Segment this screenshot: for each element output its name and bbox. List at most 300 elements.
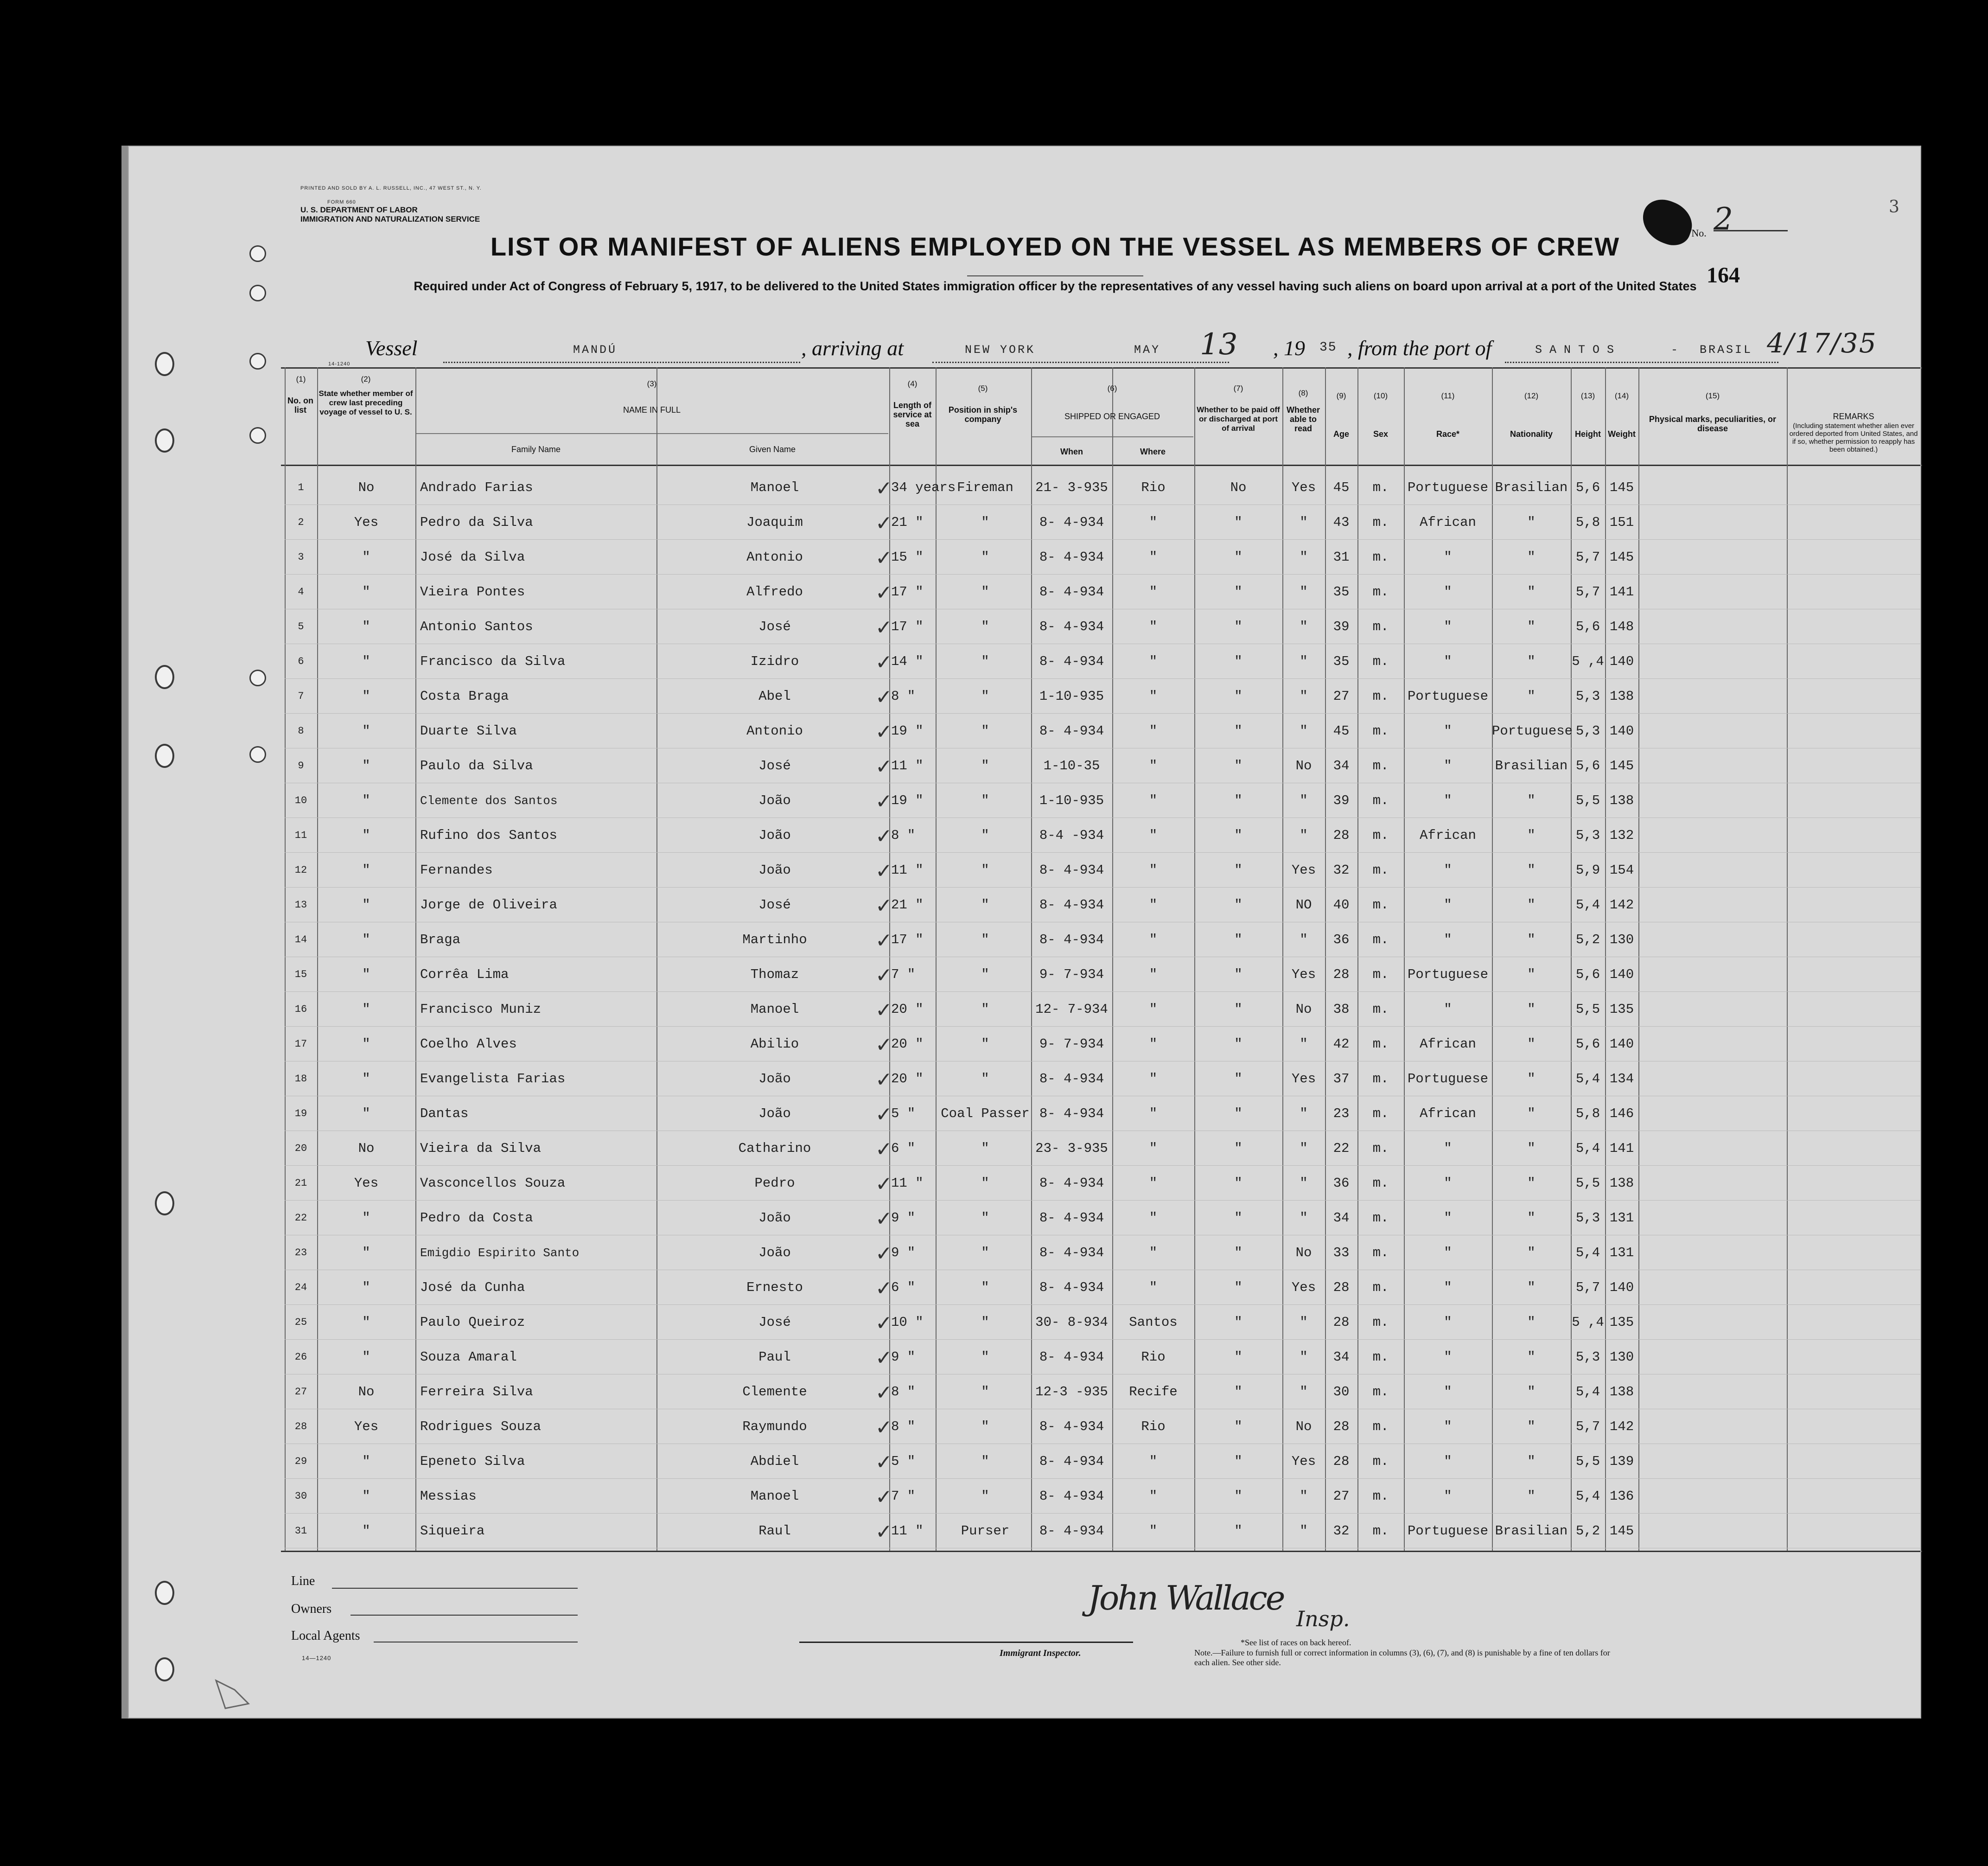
from-port-label: , from the port of	[1347, 336, 1492, 360]
checkmark-icon: ✓	[875, 581, 892, 605]
cell-position: "	[981, 550, 989, 565]
cell-age: 34	[1333, 1349, 1350, 1365]
cell-where: "	[1149, 897, 1158, 913]
vessel-underline	[443, 362, 800, 363]
table-row	[128, 922, 1921, 958]
binder-hole	[155, 1191, 174, 1215]
binder-hole	[155, 1581, 174, 1605]
cell-sex: m.	[1372, 1176, 1389, 1191]
checkmark-icon: ✓	[875, 824, 892, 848]
cell-position: Coal Passer	[941, 1106, 1030, 1121]
publisher-line: PRINTED AND SOLD BY A. L. RUSSELL, INC., 47 WEST ST., N. Y.	[300, 185, 482, 191]
checkmark-icon: ✓	[875, 1103, 892, 1126]
cell-read: "	[1300, 793, 1308, 808]
cell-n: 23	[294, 1247, 307, 1259]
cell-age: 31	[1333, 550, 1350, 565]
cell-ht: 5,7	[1575, 584, 1600, 600]
cell-position: "	[981, 1245, 989, 1260]
cell-where: "	[1149, 758, 1158, 773]
header-length-of-service: Length of service at sea	[893, 401, 932, 428]
cell-age: 43	[1333, 515, 1350, 530]
cell-race: Portuguese	[1407, 480, 1489, 495]
cell-race: "	[1444, 1419, 1452, 1434]
col-num-13: (13)	[1580, 391, 1595, 400]
col-num-11: (11)	[1441, 391, 1455, 400]
cell-sex: m.	[1372, 1071, 1389, 1086]
cell-prev: Yes	[354, 1419, 379, 1434]
table-row	[128, 1061, 1921, 1097]
cell-sex: m.	[1372, 584, 1389, 600]
col-num-10: (10)	[1373, 391, 1388, 400]
cell-position: "	[981, 967, 989, 982]
cell-where: "	[1149, 1071, 1158, 1086]
cell-service: 5 "	[891, 1106, 916, 1121]
cell-position: "	[981, 1280, 989, 1295]
cell-family: Antonio Santos	[420, 619, 533, 634]
cell-race: "	[1444, 619, 1452, 634]
cell-family: Costa Braga	[420, 689, 509, 704]
cell-age: 28	[1333, 828, 1350, 843]
header-weight: Weight	[1608, 429, 1636, 439]
cell-wt: 151	[1609, 515, 1634, 530]
cell-read: No	[1295, 1002, 1312, 1017]
cell-wt: 138	[1609, 1176, 1634, 1191]
cell-ht: 5,9	[1575, 863, 1600, 878]
cell-given: José	[758, 897, 791, 913]
cell-nat: "	[1527, 1210, 1536, 1226]
checkmark-icon: ✓	[875, 651, 892, 674]
cell-wt: 141	[1609, 1141, 1634, 1156]
cell-where: "	[1149, 515, 1158, 530]
binder-hole	[155, 665, 174, 689]
checkmark-icon: ✓	[875, 720, 892, 744]
cell-when: 9- 7-934	[1039, 1036, 1104, 1052]
cell-n: 5	[298, 621, 304, 633]
cell-sex: m.	[1372, 1349, 1389, 1365]
checkmark-icon: ✓	[875, 964, 892, 987]
cell-nat: Brasilian	[1495, 758, 1568, 773]
cell-race: "	[1444, 1349, 1452, 1365]
table-bottom-rule	[281, 1551, 1922, 1552]
cell-sex: m.	[1372, 1210, 1389, 1226]
cell-where: "	[1149, 793, 1158, 808]
cell-sex: m.	[1372, 863, 1389, 878]
cell-when: 8- 4-934	[1039, 863, 1104, 878]
binder-hole	[249, 427, 266, 444]
cell-race: African	[1420, 1036, 1476, 1052]
inspector-signature-rule	[799, 1642, 1133, 1643]
cell-read: "	[1300, 1036, 1308, 1052]
cell-paid: "	[1234, 1176, 1242, 1191]
cell-nat: "	[1527, 584, 1536, 600]
cell-nat: "	[1527, 654, 1536, 669]
table-row	[128, 1514, 1921, 1549]
cell-age: 27	[1333, 1489, 1350, 1504]
cell-given: Martinho	[742, 932, 807, 947]
row-rule	[285, 1026, 1921, 1027]
cell-position: Fireman	[957, 480, 1013, 495]
cell-prev: "	[362, 1036, 370, 1052]
cell-family: José da Silva	[420, 550, 525, 565]
cell-when: 8- 4-934	[1039, 619, 1104, 634]
cell-prev: No	[358, 480, 375, 495]
cell-paid: "	[1234, 1210, 1242, 1226]
cell-when: 8- 4-934	[1039, 584, 1104, 600]
cell-read: "	[1300, 550, 1308, 565]
cell-read: "	[1300, 1384, 1308, 1400]
cell-service: 20 "	[891, 1036, 924, 1052]
cell-given: José	[758, 619, 791, 634]
binder-hole	[249, 353, 266, 370]
cell-race: Portuguese	[1407, 1071, 1489, 1086]
binder-hole	[249, 285, 266, 301]
column-rule	[1112, 367, 1113, 1552]
cell-read: "	[1300, 1315, 1308, 1330]
cell-ht: 5,6	[1575, 480, 1600, 495]
cell-age: 22	[1333, 1141, 1350, 1156]
header-remarks: REMARKS	[1833, 412, 1874, 421]
cell-family: Paulo Queiroz	[420, 1315, 525, 1330]
cell-nat: "	[1527, 863, 1536, 878]
cell-age: 45	[1333, 480, 1350, 495]
cell-n: 2	[298, 517, 304, 528]
cell-when: 12-3 -935	[1035, 1384, 1108, 1400]
cell-wt: 138	[1609, 793, 1634, 808]
cell-prev: No	[358, 1141, 375, 1156]
cell-when: 12- 7-934	[1035, 1002, 1108, 1017]
cell-race: "	[1444, 1384, 1452, 1400]
table-row	[128, 1235, 1921, 1271]
cell-read: NO	[1295, 897, 1312, 913]
header-previous-voyage: State whether member of crew last preceding voyage of vessel to U. S.	[319, 389, 413, 416]
cell-given: Izidro	[750, 654, 799, 669]
cell-paid: "	[1234, 1036, 1242, 1052]
cell-read: Yes	[1291, 1280, 1316, 1295]
table-row	[128, 1270, 1921, 1305]
cell-nat: "	[1527, 1315, 1536, 1330]
cell-where: "	[1149, 654, 1158, 669]
departure-port: SANTOS	[1535, 343, 1622, 357]
cell-race: African	[1420, 1106, 1476, 1121]
cell-n: 16	[294, 1003, 307, 1015]
cell-paid: "	[1234, 654, 1242, 669]
checkmark-icon: ✓	[875, 1451, 892, 1474]
departure-country: BRASIL	[1700, 343, 1753, 357]
header-given-name: Given Name	[749, 445, 796, 454]
inspector-label: Immigrant Inspector.	[1000, 1648, 1081, 1658]
cell-wt: 140	[1609, 723, 1634, 739]
cell-position: "	[981, 723, 989, 739]
cell-family: Souza Amaral	[420, 1349, 517, 1365]
cell-sex: m.	[1372, 1036, 1389, 1052]
cell-n: 20	[294, 1143, 307, 1154]
sheet-label: Sheet No.	[1666, 227, 1707, 239]
cell-given: José	[758, 758, 791, 773]
cell-position: "	[981, 1349, 989, 1365]
cell-nat: "	[1527, 1454, 1536, 1469]
cell-service: 7 "	[891, 1489, 916, 1504]
cell-age: 27	[1333, 689, 1350, 704]
cell-service: 9 "	[891, 1349, 916, 1365]
cell-paid: "	[1234, 1002, 1242, 1017]
owners-label: Owners	[291, 1602, 332, 1616]
cell-race: "	[1444, 1454, 1452, 1469]
cell-read: "	[1300, 689, 1308, 704]
cell-paid: "	[1234, 550, 1242, 565]
header-remarks-note: (Including statement whether alien ever ordered deported from United States, and if so, whether permission to reapply has been obtained.)	[1789, 422, 1918, 454]
cell-n: 28	[294, 1421, 307, 1432]
cell-n: 9	[298, 760, 304, 772]
cell-age: 42	[1333, 1036, 1350, 1052]
cell-service: 20 "	[891, 1071, 924, 1086]
header-shipped-or-engaged: SHIPPED OR ENGAGED	[1064, 412, 1160, 421]
cell-nat: "	[1527, 1176, 1536, 1191]
cell-prev: "	[362, 793, 370, 808]
cell-position: "	[981, 1454, 989, 1469]
cell-position: "	[981, 515, 989, 530]
cell-ht: 5,6	[1575, 758, 1600, 773]
cell-wt: 140	[1609, 1036, 1634, 1052]
column-rule	[1787, 367, 1788, 1552]
header-height: Height	[1575, 429, 1601, 439]
cell-age: 39	[1333, 619, 1350, 634]
footer-form-code: 14—1240	[302, 1655, 331, 1662]
cell-race: "	[1444, 1280, 1452, 1295]
arrival-year: 35	[1319, 340, 1337, 355]
cell-race: "	[1444, 1210, 1452, 1226]
cell-wt: 140	[1609, 967, 1634, 982]
manifest-title: LIST OR MANIFEST OF ALIENS EMPLOYED ON THE VESSEL AS MEMBERS OF CREW	[490, 232, 1620, 261]
cell-given: João	[758, 1071, 791, 1086]
row-rule	[285, 574, 1921, 575]
cell-when: 8- 4-934	[1039, 1419, 1104, 1434]
cell-family: Andrado Farias	[420, 480, 533, 495]
cell-when: 8- 4-934	[1039, 1489, 1104, 1504]
checkmark-icon: ✓	[875, 894, 892, 918]
cell-where: "	[1149, 1106, 1158, 1121]
checkmark-icon: ✓	[875, 1485, 892, 1509]
cell-read: "	[1300, 1106, 1308, 1121]
table-row	[128, 679, 1921, 714]
cell-sex: m.	[1372, 1280, 1389, 1295]
cell-paid: "	[1234, 515, 1242, 530]
cell-prev: "	[362, 1454, 370, 1469]
cell-read: No	[1295, 1419, 1312, 1434]
cell-nat: "	[1527, 932, 1536, 947]
cell-when: 1-10-935	[1039, 793, 1104, 808]
cell-nat: "	[1527, 1280, 1536, 1295]
column-rule	[656, 367, 657, 1552]
col-num-14: (14)	[1614, 391, 1629, 400]
cell-paid: "	[1234, 793, 1242, 808]
cell-paid: No	[1230, 480, 1247, 495]
col-num-5: (5)	[978, 384, 988, 393]
cell-age: 28	[1333, 1315, 1350, 1330]
subheader-rule-name	[415, 433, 888, 434]
port-dash: -	[1671, 343, 1680, 357]
cell-where: "	[1149, 1036, 1158, 1052]
cell-service: 20 "	[891, 1002, 924, 1017]
table-row	[128, 957, 1921, 992]
cell-given: João	[758, 1106, 791, 1121]
cell-wt: 142	[1609, 897, 1634, 913]
cell-service: 7 "	[891, 967, 916, 982]
cell-where: "	[1149, 584, 1158, 600]
cell-sex: m.	[1372, 689, 1389, 704]
row-rule	[285, 1200, 1921, 1201]
port-underline	[932, 362, 1229, 363]
cell-nat: "	[1527, 1141, 1536, 1156]
checkmark-icon: ✓	[875, 1207, 892, 1231]
cell-read: Yes	[1291, 863, 1316, 878]
cell-read: No	[1295, 1245, 1312, 1260]
cell-family: Emigdio Espirito Santo	[420, 1246, 580, 1260]
cell-wt: 148	[1609, 619, 1634, 634]
cell-paid: "	[1234, 584, 1242, 600]
row-rule	[285, 1513, 1921, 1514]
checkmark-icon: ✓	[875, 616, 892, 639]
cell-ht: 5,4	[1575, 1384, 1600, 1400]
header-race: Race*	[1436, 429, 1460, 439]
cell-n: 8	[298, 725, 304, 737]
cell-nat: "	[1527, 550, 1536, 565]
cell-when: 8-4 -934	[1039, 828, 1104, 843]
page-number: 164	[1707, 263, 1740, 288]
cell-where: Rio	[1141, 1419, 1166, 1434]
table-row	[128, 888, 1921, 923]
cell-read: "	[1300, 1523, 1308, 1539]
cell-when: 21- 3-935	[1035, 480, 1108, 495]
local-agents-label: Local Agents	[291, 1629, 360, 1643]
cell-service: 9 "	[891, 1210, 916, 1226]
cell-nat: "	[1527, 1106, 1536, 1121]
col-num-4: (4)	[907, 379, 918, 388]
cell-when: 1-10-35	[1043, 758, 1100, 773]
cell-prev: "	[362, 1280, 370, 1295]
department-name: U. S. DEPARTMENT OF LABOR	[300, 205, 418, 214]
cell-service: 5 "	[891, 1454, 916, 1469]
cell-read: "	[1300, 1349, 1308, 1365]
checkmark-icon: ✓	[875, 1381, 892, 1405]
cell-where: "	[1149, 550, 1158, 565]
cell-n: 19	[294, 1108, 307, 1119]
cell-wt: 145	[1609, 550, 1634, 565]
cell-n: 3	[298, 551, 304, 563]
cell-position: "	[981, 863, 989, 878]
column-rule	[1605, 367, 1606, 1552]
cell-nat: "	[1527, 1071, 1536, 1086]
cell-service: 6 "	[891, 1280, 916, 1295]
cell-sex: m.	[1372, 1106, 1389, 1121]
cell-race: "	[1444, 793, 1452, 808]
cell-sex: m.	[1372, 1523, 1389, 1539]
table-row	[128, 748, 1921, 784]
cell-position: "	[981, 689, 989, 704]
cell-ht: 5,3	[1575, 723, 1600, 739]
checkmark-icon: ✓	[875, 1033, 892, 1057]
checkmark-icon: ✓	[875, 1068, 892, 1092]
table-row	[128, 783, 1921, 818]
cell-prev: "	[362, 932, 370, 947]
cell-service: 8 "	[891, 689, 916, 704]
cell-family: Vieira da Silva	[420, 1141, 542, 1156]
cell-when: 1-10-935	[1039, 689, 1104, 704]
cell-n: 29	[294, 1456, 307, 1467]
header-age: Age	[1333, 429, 1349, 439]
cell-wt: 141	[1609, 584, 1634, 600]
cell-given: José	[758, 1315, 791, 1330]
cell-ht: 5,4	[1575, 897, 1600, 913]
cell-service: 21 "	[891, 897, 924, 913]
cell-prev: Yes	[354, 1176, 379, 1191]
table-row	[128, 853, 1921, 888]
header-able-to-read: Whether able to read	[1287, 405, 1320, 433]
cell-position: "	[981, 1071, 989, 1086]
cell-n: 27	[294, 1386, 307, 1398]
cell-n: 14	[294, 934, 307, 946]
cell-age: 34	[1333, 1210, 1350, 1226]
cell-ht: 5,3	[1575, 828, 1600, 843]
cell-family: Francisco Muniz	[420, 1002, 542, 1017]
cell-wt: 131	[1609, 1245, 1634, 1260]
checkmark-icon: ✓	[875, 477, 892, 500]
cell-when: 8- 4-934	[1039, 1176, 1104, 1191]
cell-sex: m.	[1372, 1245, 1389, 1260]
row-rule	[285, 713, 1921, 714]
cell-race: Portuguese	[1407, 967, 1489, 982]
cell-service: 10 "	[891, 1315, 924, 1330]
cell-sex: m.	[1372, 758, 1389, 773]
cell-nat: "	[1527, 1245, 1536, 1260]
cell-service: 17 "	[891, 619, 924, 634]
cell-prev: "	[362, 1245, 370, 1260]
cell-ht: 5,7	[1575, 550, 1600, 565]
cell-race: "	[1444, 1489, 1452, 1504]
cell-n: 1	[298, 482, 304, 493]
arrival-port: NEW YORK	[965, 343, 1036, 357]
cell-race: "	[1444, 863, 1452, 878]
cell-paid: "	[1234, 1384, 1242, 1400]
cell-family: Paulo da Silva	[420, 758, 533, 773]
cell-when: 8- 4-934	[1039, 897, 1104, 913]
cell-when: 8- 4-934	[1039, 723, 1104, 739]
cell-family: Vasconcellos Souza	[420, 1176, 566, 1191]
cell-service: 17 "	[891, 584, 924, 600]
cell-family: José da Cunha	[420, 1280, 525, 1295]
column-rule	[415, 367, 416, 1552]
cell-prev: "	[362, 1210, 370, 1226]
cell-race: "	[1444, 1245, 1452, 1260]
cell-given: Antonio	[746, 550, 803, 565]
table-row	[128, 1305, 1921, 1340]
ink-blot	[1636, 194, 1698, 250]
cell-ht: 5,5	[1575, 1002, 1600, 1017]
row-rule	[285, 1339, 1921, 1340]
checkmark-icon: ✓	[875, 1311, 892, 1335]
cell-paid: "	[1234, 1280, 1242, 1295]
cell-service: 11 "	[891, 1176, 924, 1191]
cell-read: "	[1300, 1210, 1308, 1226]
cell-n: 24	[294, 1282, 307, 1293]
cell-ht: 5,5	[1575, 1454, 1600, 1469]
sheet-number-rule	[1714, 230, 1788, 231]
service-name: IMMIGRATION AND NATURALIZATION SERVICE	[300, 215, 480, 224]
cell-ht: 5 ,4	[1572, 654, 1604, 669]
cell-where: "	[1149, 1176, 1158, 1191]
header-no-on-list: No. on list	[287, 396, 313, 415]
cell-sex: m.	[1372, 828, 1389, 843]
cell-given: Abilio	[750, 1036, 799, 1052]
